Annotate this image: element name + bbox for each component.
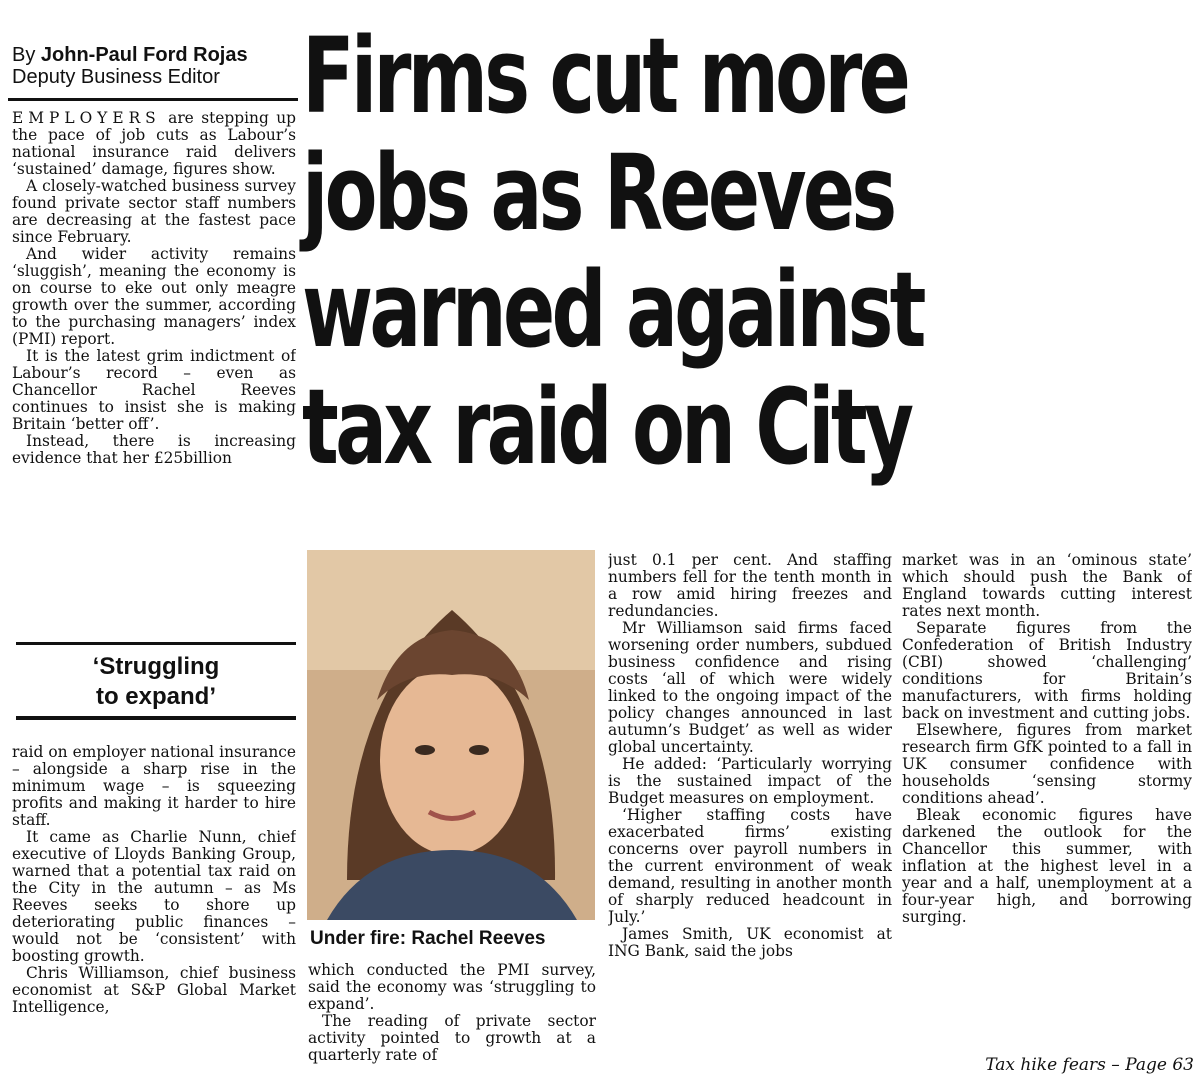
headline-line: Firms cut more	[302, 15, 908, 137]
paragraph-text: are stepping up the pace of job cuts as Labour’s national insurance raid delivers ‘sustained’ damage, figures show.	[12, 110, 296, 178]
column-1-bottom	[12, 744, 296, 1088]
paragraph: Elsewhere, figures from market research firm GfK pointed to a fall in UK consumer confidence with households ‘sensing stormy conditions ahead’.	[902, 721, 1192, 807]
subhead	[16, 652, 296, 712]
paragraph: James Smith, UK economist at ING Bank, said the jobs	[608, 925, 892, 960]
lead-word: EMPLOYERS	[12, 110, 161, 127]
headline-line: warned against	[302, 249, 923, 371]
headline-line: tax raid on City	[302, 366, 911, 488]
subhead-line: ‘Struggling	[92, 653, 220, 680]
portrait-illustration	[307, 550, 595, 920]
byline-by: By	[12, 44, 36, 66]
subhead-rule	[16, 716, 296, 720]
byline-author: John-Paul Ford Rojas	[40, 44, 248, 66]
paragraph: Separate figures from the Confederation of British Industry (CBI) showed ‘challenging’ conditions for Britain’s manufacturers, with firms holding back on investment and cutting jobs.	[902, 619, 1192, 722]
page-reference-link[interactable]: Tax hike fears – Page 63	[985, 1055, 1194, 1075]
paragraph: just 0.1 per cent. And staffing numbers fell for the tenth month in a row amid hiring freezes and redundancies.	[608, 552, 892, 620]
column-1-top	[12, 110, 296, 636]
paragraph	[12, 110, 296, 178]
column-3	[608, 552, 892, 1088]
paragraph: And wider activity remains ‘sluggish’, meaning the economy is on course to eke out only meagre growth over the summer, according to the purchasing managers’ index (PMI) report.	[12, 245, 296, 348]
photo-caption: Under fire: Rachel Reeves	[310, 928, 546, 949]
paragraph: Instead, there is increasing evidence that her £25billion	[12, 432, 296, 467]
byline-rule	[8, 98, 298, 101]
paragraph: It came as Charlie Nunn, chief executive of Lloyds Banking Group, warned that a potential tax raid on the City in the autumn – as Ms Reeves seeks to shore up deteriorating public finances – would not be ‘consistent’ with boosting growth.	[12, 828, 296, 965]
headline	[302, 15, 964, 488]
paragraph: raid on employer national insurance – alongside a sharp rise in the minimum wage – is squeezing profits and making it harder to hire staff.	[12, 744, 296, 829]
paragraph: The reading of private sector activity pointed to growth at a quarterly rate of	[308, 1012, 596, 1064]
subhead-line: to expand’	[95, 683, 216, 710]
paragraph: It is the latest grim indictment of Labour’s record – even as Chancellor Rachel Reeves continues to insist she is making Britain ‘better off’.	[12, 347, 296, 433]
subhead-rule	[16, 642, 296, 645]
paragraph: ‘Higher staffing costs have exacerbated firms’ existing concerns over payroll numbers in the current environment of weak demand, resulting in another month of sharply reduced headcount in July.’	[608, 806, 892, 926]
photo-rachel-reeves	[307, 550, 595, 920]
column-4	[902, 552, 1192, 1052]
paragraph: Mr Williamson said firms faced worsening order numbers, subdued business confidence and rising costs ‘all of which were widely linked to the ongoing impact of the policy changes announced in last autumn’s Budget’ as well as wider global uncertainty.	[608, 619, 892, 756]
byline	[12, 44, 300, 88]
column-2-bottom	[308, 962, 596, 1088]
paragraph: which conducted the PMI survey, said the economy was ‘struggling to expand’.	[308, 962, 596, 1013]
paragraph: Chris Williamson, chief business economist at S&P Global Market Intelligence,	[12, 964, 296, 1016]
paragraph: market was in an ‘ominous state’ which should push the Bank of England towards cutting interest rates next month.	[902, 552, 1192, 620]
paragraph: A closely-watched business survey found private sector staff numbers are decreasing at the fastest pace since February.	[12, 177, 296, 246]
byline-role: Deputy Business Editor	[12, 66, 220, 88]
paragraph: He added: ‘Particularly worrying is the sustained impact of the Budget measures on employment.	[608, 755, 892, 807]
headline-line: jobs as Reeves	[302, 132, 894, 254]
paragraph: Bleak economic figures have darkened the outlook for the Chancellor this summer, with inflation at the highest level in a year and a half, unemployment at a four-year high, and borrowing surging.	[902, 806, 1192, 926]
